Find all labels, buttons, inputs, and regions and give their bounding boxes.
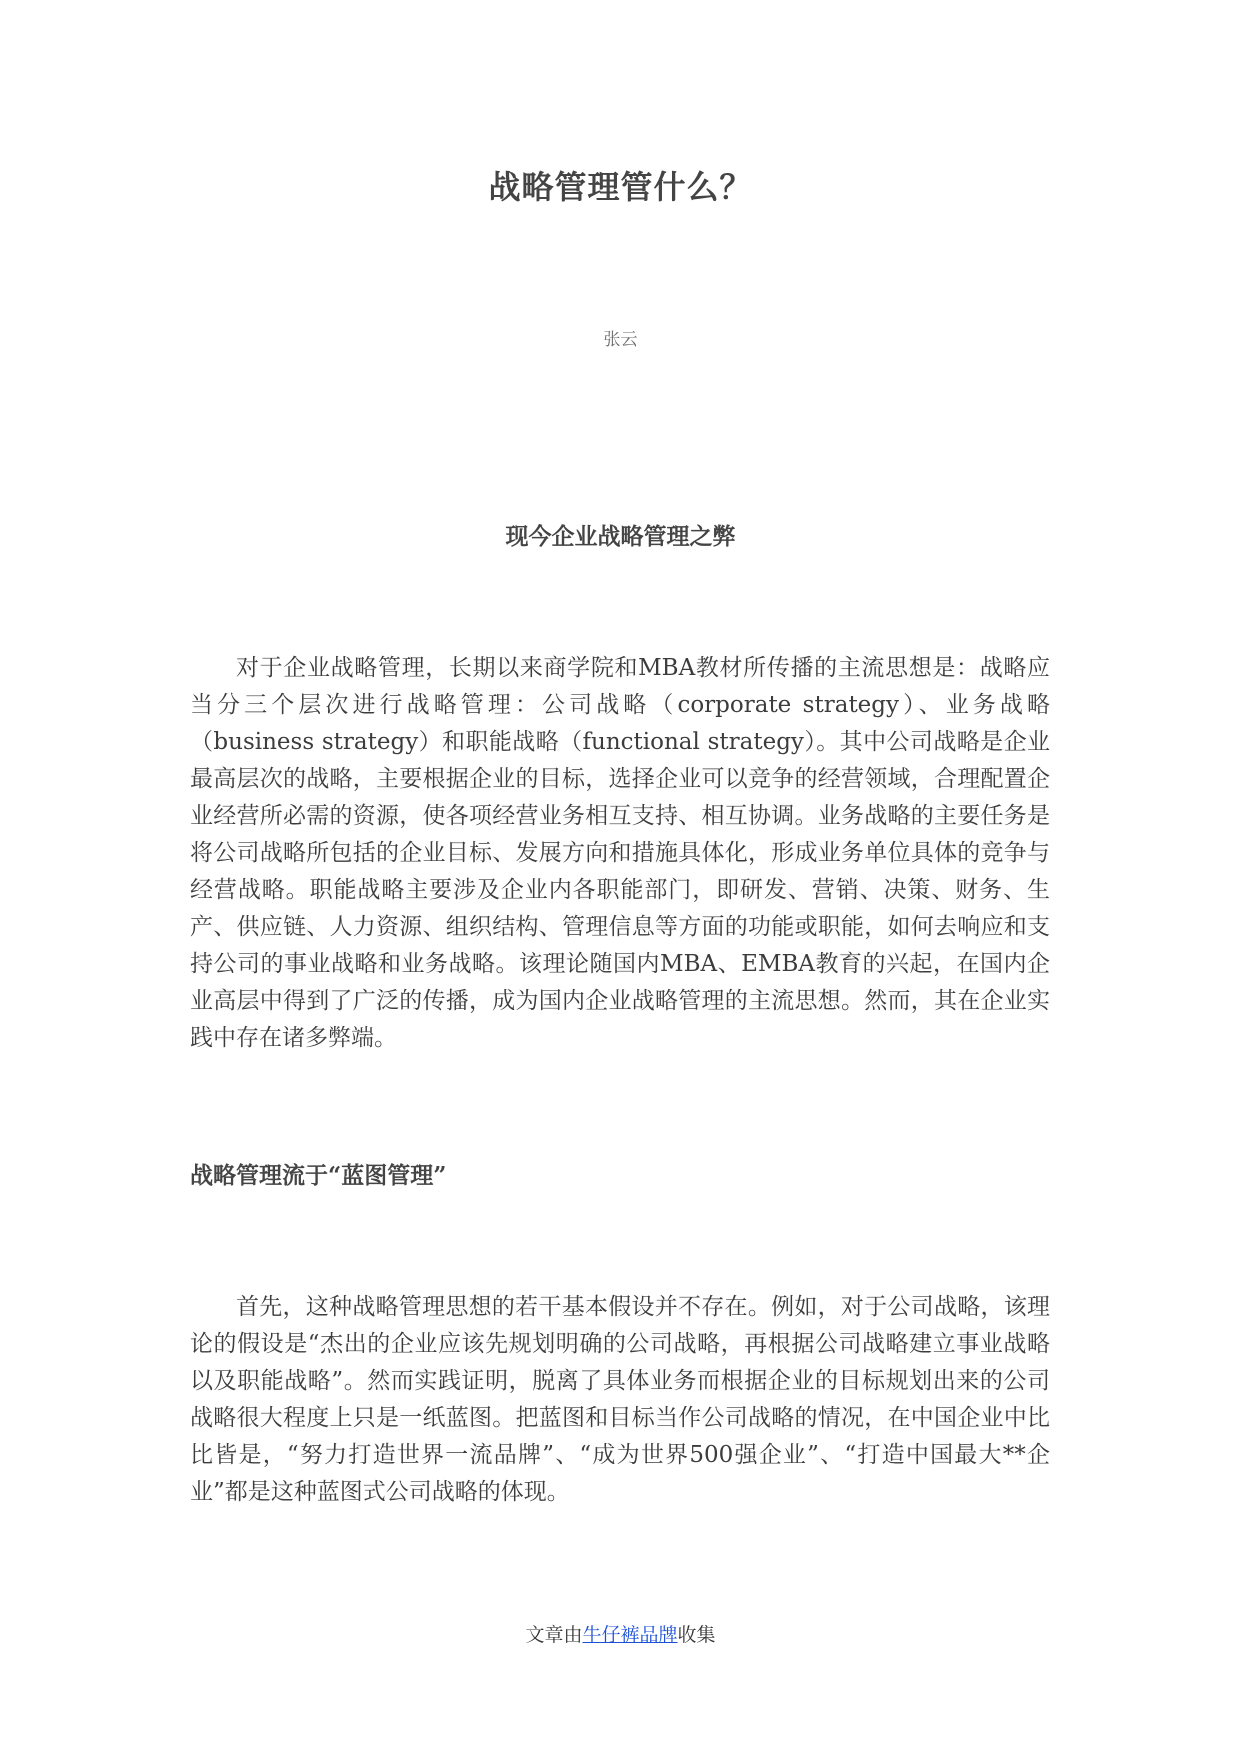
author-name: 张云 [603, 330, 638, 350]
footer-link[interactable]: 牛仔裤品牌 [582, 1624, 678, 1646]
document-title: 战略管理管什么？ [488, 168, 753, 206]
body-paragraph-1: 对于企业战略管理，长期以来商学院和MBA教材所传播的主流思想是：战略应当分三个层次进行战略管理：公司战略（corporate strategy）、业务战略（business strategy）和职能战略（functional strategy）。其中公司战略是企业最高层次的战略，主要根据企业的目标，选择企业可以竞争的经营领域，合理配置企业经营所必需的资源，使各项经营业务相互支持、相互协调。业务战略的主要任务是将公司战略所包括的企业目标、发展方向和措施具体化，形成业务单位具体的竞争与经营战略。职能战略主要涉及企业内各职能部门，即研发、营销、决策、财务、生产、供应链、人力资源、组织结构、管理信息等方面的功能或职能，如何去响应和支持公司的事业战略和业务战略。该理论随国内MBA、EMBA教育的兴起，在国内企业高层中得到了广泛的传播，成为国内企业战略管理的主流思想。然而，其在企业实践中存在诸多弊端。 [190, 655, 1050, 1051]
body-paragraph-2: 首先，这种战略管理思想的若干基本假设并不存在。例如，对于公司战略，该理论的假设是“杰出的企业应该先规划明确的公司战略，再根据公司战略建立事业战略以及职能战略”。然而实践证明，脱离了具体业务而根据企业的目标规划出来的公司战略很大程度上只是一纸蓝图。把蓝图和目标当作公司战略的情况，在中国企业中比比皆是，“努力打造世界一流品牌”、“成为世界500强企业”、“打造中国最大**企业”都是这种蓝图式公司战略的体现。 [190, 1294, 1050, 1505]
sub-heading: 战略管理流于“蓝图管理” [190, 1162, 447, 1189]
footer-credit [0, 1620, 1241, 1647]
footer-prefix: 文章由 [525, 1624, 583, 1646]
section-heading: 现今企业战略管理之弊 [505, 523, 736, 550]
footer-suffix: 收集 [677, 1624, 716, 1646]
